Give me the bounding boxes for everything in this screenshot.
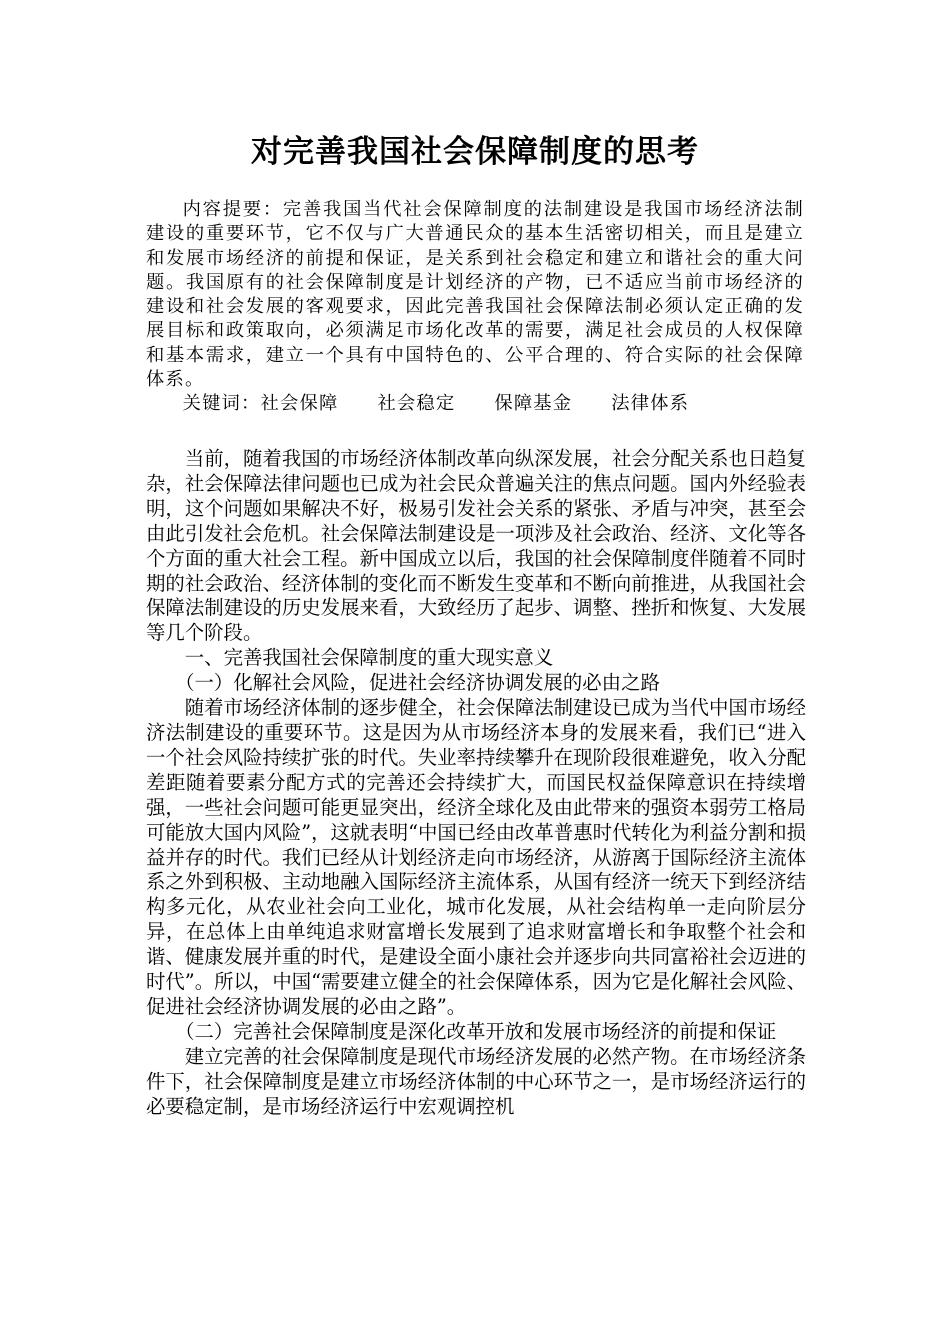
- abstract-label: 内容提要：: [182, 199, 283, 220]
- keywords-label: 关键词：: [182, 393, 261, 415]
- section-heading: 一、完善我国社会保障制度的重大现实意义: [184, 646, 554, 670]
- body-paragraph: 随着市场经济体制的逐步健全，社会保障法制建设已成为当代中国市场经济法制建设的重要环节。这是因为从市场经济本身的发展来看，我们已“进入一个社会风险持续扩张的时代。失业率持续攀升在现阶段很难避免，收入分配差距随着要素分配方式的完善还会持续扩大，而国民权益保障意识在持续增强，一些社会问题可能更显突出，经济全球化及由此带来的强资本弱劳工格局可能放大国内风险”，这就表明“中国已经由改革普惠时代转化为利益分割和损益并存的时代。我们已经从计划经济走向市场经济，从游离于国际经济主流体系之外到积极、主动地融入国际经济主流体系，从国有经济一统天下到经济结构多元化，从农业社会向工业化，城市化发展，从社会结构单一走向阶层分异，在总体上由单纯追求财富增长发展到了追求财富增长和争取整个社会和谐、健康发展并重的时代，是建设全面小康社会并逐步向共同富裕社会迈进的时代”。所以，中国“需要建立健全的社会保障体系，因为它是化解社会风险、促进社会经济协调发展的必由之路”。: [146, 696, 806, 1018]
- document-title: 对完善我国社会保障制度的思考: [251, 134, 699, 170]
- keyword: 社会保障: [260, 393, 339, 415]
- subsection-heading: （二）完善社会保障制度是深化改革开放和发展市场经济的前提和保证: [175, 1019, 777, 1043]
- abstract-block: [146, 198, 804, 417]
- keyword: 保障基金: [494, 393, 573, 415]
- keyword: 社会稳定: [377, 393, 456, 415]
- body-paragraph: 建立完善的社会保障制度是现代市场经济发展的必然产物。在市场经济条件下，社会保障制度是建立市场经济体制的中心环节之一，是市场经济运行的必要稳定制，是市场经济运行中宏观调控机: [146, 1044, 806, 1118]
- abstract-paragraph: [146, 198, 804, 392]
- subsection-heading: （一）化解社会风险，促进社会经济协调发展的必由之路: [175, 671, 660, 695]
- abstract-text: 完善我国当代社会保障制度的法制建设是我国市场经济法制建设的重要环节，它不仅与广大普通民众的基本生活密切相关，而且是建立和发展市场经济的前提和保证，是关系到社会稳定和建立和谐社会的重大问题。我国原有的社会保障制度是计划经济的产物，已不适应当前市场经济的建设和社会发展的客观要求，因此完善我国社会保障法制必须认定正确的发展目标和政策取向，必须满足市场化改革的需要，满足社会成员的人权保障和基本需求，建立一个具有中国特色的、公平合理的、符合实际的社会保障体系。: [146, 199, 805, 391]
- keyword: 法律体系: [611, 393, 690, 415]
- intro-paragraph: 当前，随着我国的市场经济体制改革向纵深发展，社会分配关系也日趋复杂，社会保障法律问题也已成为社会民众普遍关注的焦点问题。国内外经验表明，这个问题如果解决不好，极易引发社会关系的紧张、矛盾与冲突，甚至会由此引发社会危机。社会保障法制建设是一项涉及社会政治、经济、文化等各个方面的重大社会工程。新中国成立以后，我国的社会保障制度伴随着不同时期的社会政治、经济体制的变化而不断发生变革和不断向前推进，从我国社会保障法制建设的历史发展来看，大致经历了起步、调整、挫折和恢复、大发展等几个阶段。: [146, 447, 806, 645]
- document-body: [146, 447, 806, 1119]
- keywords-line: [146, 392, 804, 416]
